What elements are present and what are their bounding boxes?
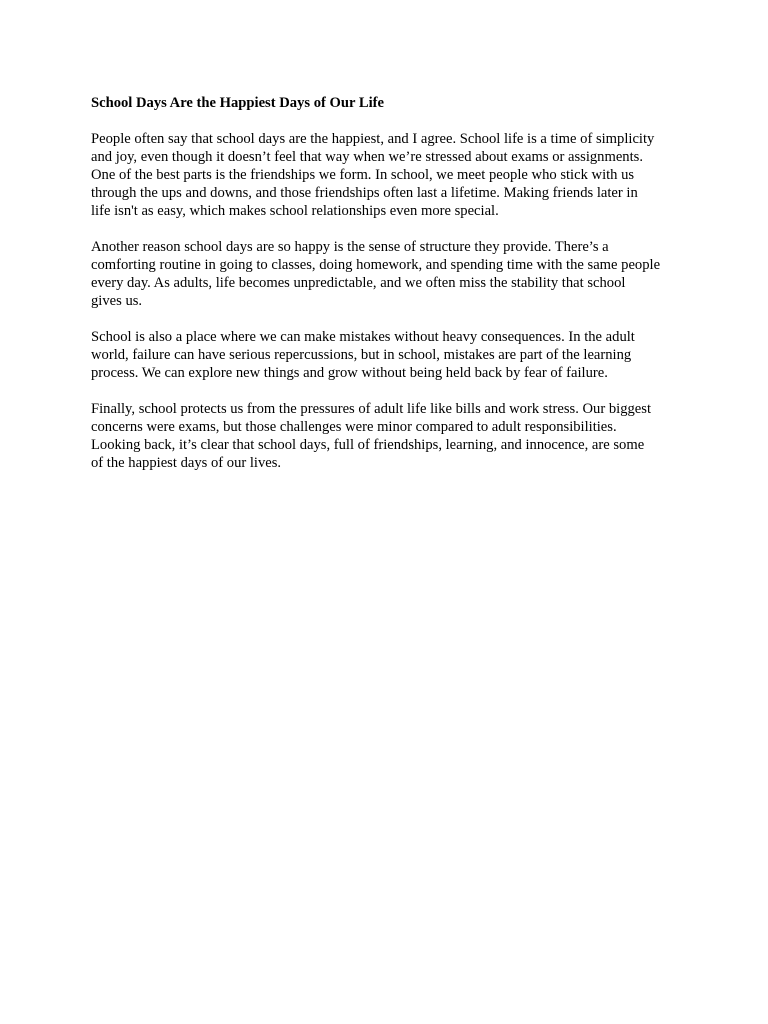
paragraph-3	[91, 328, 691, 382]
paragraph-line: Finally, school protects us from the pressures of adult life like bills and work stress. Our biggest	[91, 401, 652, 417]
paragraph-line: through the ups and downs, and those friendships often last a lifetime. Making friends later in	[91, 185, 638, 201]
paragraph-1	[91, 130, 691, 220]
paragraph-line: and joy, even though it doesn’t feel that way when we’re stressed about exams or assignments.	[91, 149, 643, 165]
document-body	[91, 94, 691, 490]
paragraph-line: Looking back, it’s clear that school days, full of friendships, learning, and innocence, are some	[91, 437, 645, 453]
paragraph-2	[91, 238, 691, 310]
paragraph-line: concerns were exams, but those challenges were minor compared to adult responsibilities.	[91, 419, 617, 435]
paragraph-line: Another reason school days are so happy is the sense of structure they provide. There’s a	[91, 239, 609, 255]
paragraph-line: People often say that school days are the happiest, and I agree. School life is a time of simplicity	[91, 131, 655, 147]
paragraph-line: comforting routine in going to classes, doing homework, and spending time with the same people	[91, 257, 661, 273]
paragraph-line: gives us.	[91, 293, 143, 309]
document-title: School Days Are the Happiest Days of Our Life	[91, 95, 384, 111]
paragraph-4	[91, 400, 691, 472]
paragraph-line: One of the best parts is the friendships we form. In school, we meet people who stick with us	[91, 167, 635, 183]
paragraph-line: world, failure can have serious repercussions, but in school, mistakes are part of the learning	[91, 347, 632, 363]
paragraph-line: every day. As adults, life becomes unpredictable, and we often miss the stability that school	[91, 275, 626, 291]
paragraph-line: School is also a place where we can make mistakes without heavy consequences. In the adult	[91, 329, 635, 345]
paragraph-line: life isn't as easy, which makes school relationships even more special.	[91, 203, 499, 219]
paragraph-line: process. We can explore new things and grow without being held back by fear of failure.	[91, 365, 608, 381]
paragraph-line: of the happiest days of our lives.	[91, 455, 282, 471]
